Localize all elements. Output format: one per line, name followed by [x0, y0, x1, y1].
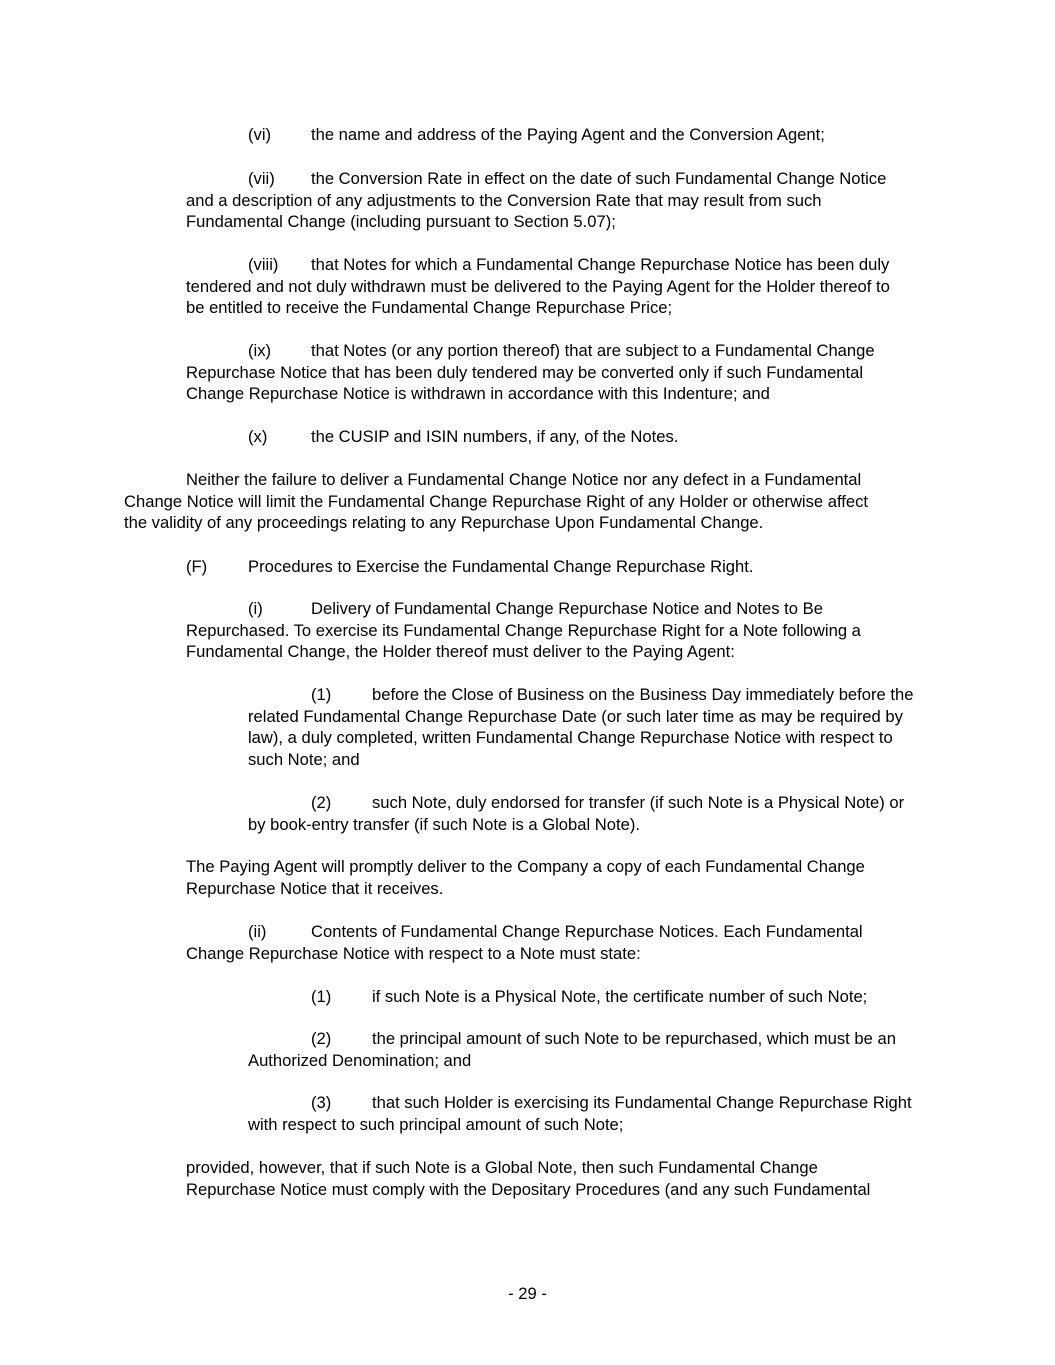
- subclause-text: law), a duly completed, written Fundamental Change Repurchase Notice with respect to: [248, 728, 893, 748]
- clause-text: Repurchase Notice that has been duly tendered may be converted only if such Fundamental: [186, 362, 864, 382]
- subclause-label: (3): [311, 1093, 332, 1112]
- clause-text: and a description of any adjustments to the Conversion Rate that may result from such: [186, 190, 822, 210]
- subclause-label: (2): [311, 793, 332, 812]
- clause-label: (i): [248, 599, 263, 618]
- clause-text: that Notes for which a Fundamental Change Repurchase Notice has been duly: [311, 255, 890, 274]
- subclause-text: that such Holder is exercising its Fundamental Change Repurchase Right: [372, 1093, 912, 1112]
- clause-text: be entitled to receive the Fundamental Change Repurchase Price;: [186, 298, 673, 318]
- clause-text: Fundamental Change (including pursuant to Section 5.07);: [186, 212, 616, 232]
- clause-text: that Notes (or any portion thereof) that are subject to a Fundamental Change: [311, 341, 875, 360]
- clause-label: (ix): [248, 341, 272, 360]
- subclause-text: related Fundamental Change Repurchase Date (or such later time as may be required by: [248, 706, 903, 726]
- subclause-text: before the Close of Business on the Business Day immediately before the: [372, 685, 914, 704]
- subclause-label: (1): [311, 685, 332, 704]
- clause-text: the name and address of the Paying Agent and the Conversion Agent;: [311, 125, 825, 144]
- clause-text: the CUSIP and ISIN numbers, if any, of the Notes.: [311, 427, 679, 446]
- subclause-label: (2): [311, 1029, 332, 1048]
- subclause-text: with respect to such principal amount of such Note;: [248, 1114, 624, 1134]
- subclause-text: the principal amount of such Note to be repurchased, which must be an: [372, 1029, 896, 1048]
- subclause-text: Authorized Denomination; and: [248, 1050, 472, 1070]
- paragraph-line: provided, however, that if such Note is a Global Note, then such Fundamental Change: [186, 1158, 818, 1177]
- section-label: (F): [186, 557, 208, 576]
- clause-text: tendered and not duly withdrawn must be delivered to the Paying Agent for the Holder thereof to: [186, 276, 890, 296]
- paragraph-line: the validity of any proceedings relating to any Repurchase Upon Fundamental Change.: [124, 513, 764, 533]
- clause-label: (vi): [248, 125, 272, 144]
- subclause-label: (1): [311, 987, 332, 1006]
- paragraph-line: Change Notice will limit the Fundamental Change Repurchase Right of any Holder or otherwise affect: [124, 491, 869, 511]
- clause-label: (x): [248, 427, 268, 446]
- clause-text: Delivery of Fundamental Change Repurchase Notice and Notes to Be: [311, 599, 823, 618]
- clause-text: Contents of Fundamental Change Repurchase Notices. Each Fundamental: [311, 922, 863, 941]
- paragraph-line: Repurchase Notice must comply with the Depositary Procedures (and any such Fundamental: [186, 1179, 871, 1199]
- clause-label: (viii): [248, 255, 279, 274]
- clause-label: (ii): [248, 922, 267, 941]
- clause-label: (vii): [248, 169, 275, 188]
- subclause-text: if such Note is a Physical Note, the certificate number of such Note;: [372, 987, 868, 1006]
- clause-text: Repurchased. To exercise its Fundamental Change Repurchase Right for a Note following a: [186, 620, 861, 640]
- page-number: - 29 -: [508, 1284, 547, 1303]
- paragraph-line: The Paying Agent will promptly deliver to the Company a copy of each Fundamental Change: [186, 857, 865, 876]
- paragraph-line: Neither the failure to deliver a Fundamental Change Notice nor any defect in a Fundamental: [186, 470, 862, 489]
- paragraph-line: Repurchase Notice that it receives.: [186, 878, 444, 898]
- subclause-text: such Note, duly endorsed for transfer (if such Note is a Physical Note) or: [372, 793, 905, 812]
- subclause-text: such Note; and: [248, 749, 360, 769]
- clause-text: the Conversion Rate in effect on the date of such Fundamental Change Notice: [311, 169, 887, 188]
- subclause-text: by book-entry transfer (if such Note is a Global Note).: [248, 814, 640, 834]
- clause-text: Change Repurchase Notice with respect to a Note must state:: [186, 943, 641, 963]
- clause-text: Fundamental Change, the Holder thereof must deliver to the Paying Agent:: [186, 642, 735, 662]
- clause-text: Change Repurchase Notice is withdrawn in accordance with this Indenture; and: [186, 384, 770, 404]
- section-title: Procedures to Exercise the Fundamental Change Repurchase Right.: [248, 557, 754, 576]
